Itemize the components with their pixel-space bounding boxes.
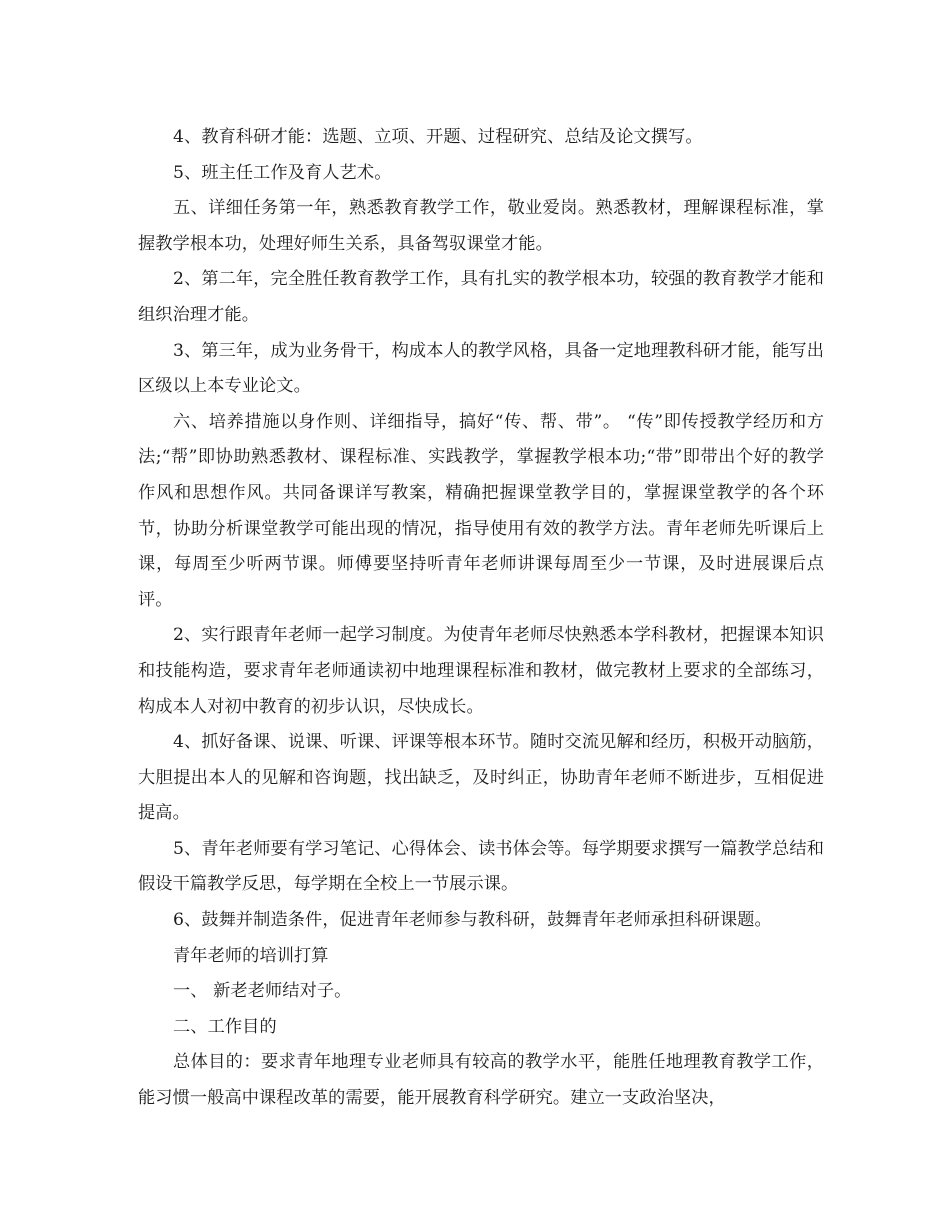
heading-pairing: 一、 新老老师结对子。 <box>173 981 352 1002</box>
paragraph-section-five-tasks: 五、详细任务第一年，熟悉教育教学工作，敬业爱岗。熟悉教材，理解课程标准，掌握教学根本功，处理好师生关系，具备驾驭课堂才能。 <box>138 198 824 254</box>
paragraph-research-ability: 4、教育科研才能：选题、立项、开题、过程研究、总结及论文撰写。 <box>173 127 703 147</box>
paragraph-third-year: 3、第三年，成为业务骨干，构成本人的教学风格，具备一定地理教科研才能，能写出区级以上本专业论文。 <box>138 340 824 397</box>
paragraph-study-notes: 5、青年老师要有学习笔记、心得体会、读书体会等。每学期要求撰写一篇教学总结和假设干篇教学反思，每学期在全校上一节展示课。 <box>138 838 824 895</box>
heading-training-plan: 青年老师的培训打算 <box>173 945 329 966</box>
paragraph-overall-goal: 总体目的：要求青年地理专业老师具有较高的教学水平，能胜任地理教育教学工作，能习惯一般高中课程改革的需要，能开展教育科学研究。建立一支政治坚决， <box>138 1052 824 1109</box>
paragraph-study-system: 2、实行跟青年老师一起学习制度。为使青年老师尽快熟悉本学科教材，把握课本知识和技能构造，要求青年老师通读初中地理课程标准和教材，做完教材上要求的全部练习，构成本人对初中教育的初步认识，尽快成长。 <box>138 625 824 717</box>
paragraph-section-six-measures: 六、培养措施以身作则、详细指导，搞好“传、帮、带”。 “传”即传授教学经历和方法;“帮”即协助熟悉教材、课程标准、实践教学，掌握教学根本功;“带”即带出个好的教学作风和思想作风。共同备课详写教案，精确把握课堂教学目的，掌握课堂教学的各个环节，协助分析课堂教学可能出现的情况，指导使用有效的教学方法。青年老师先听课后上课，每周至少听两节课。师傅要坚持听青年老师讲课每周至少一节课，及时进展课后点评。 <box>138 411 824 610</box>
document-body <box>138 120 824 1117</box>
heading-work-goals: 二、工作目的 <box>173 1016 277 1037</box>
paragraph-class-teacher-work: 5、班主任工作及育人艺术。 <box>173 162 392 183</box>
paragraph-encourage-research: 6、鼓舞并制造条件，促进青年老师参与教科研，鼓舞青年老师承担科研课题。 <box>173 910 772 931</box>
paragraph-basic-links: 4、抓好备课、说课、听课、评课等根本环节。随时交流见解和经历，积极开动脑筋，大胆提出本人的见解和咨询题，找出缺乏，及时纠正，协助青年老师不断进步，互相促进提高。 <box>138 732 824 824</box>
paragraph-second-year: 2、第二年，完全胜任教育教学工作，具有扎实的教学根本功，较强的教育教学才能和组织治理才能。 <box>138 269 824 325</box>
